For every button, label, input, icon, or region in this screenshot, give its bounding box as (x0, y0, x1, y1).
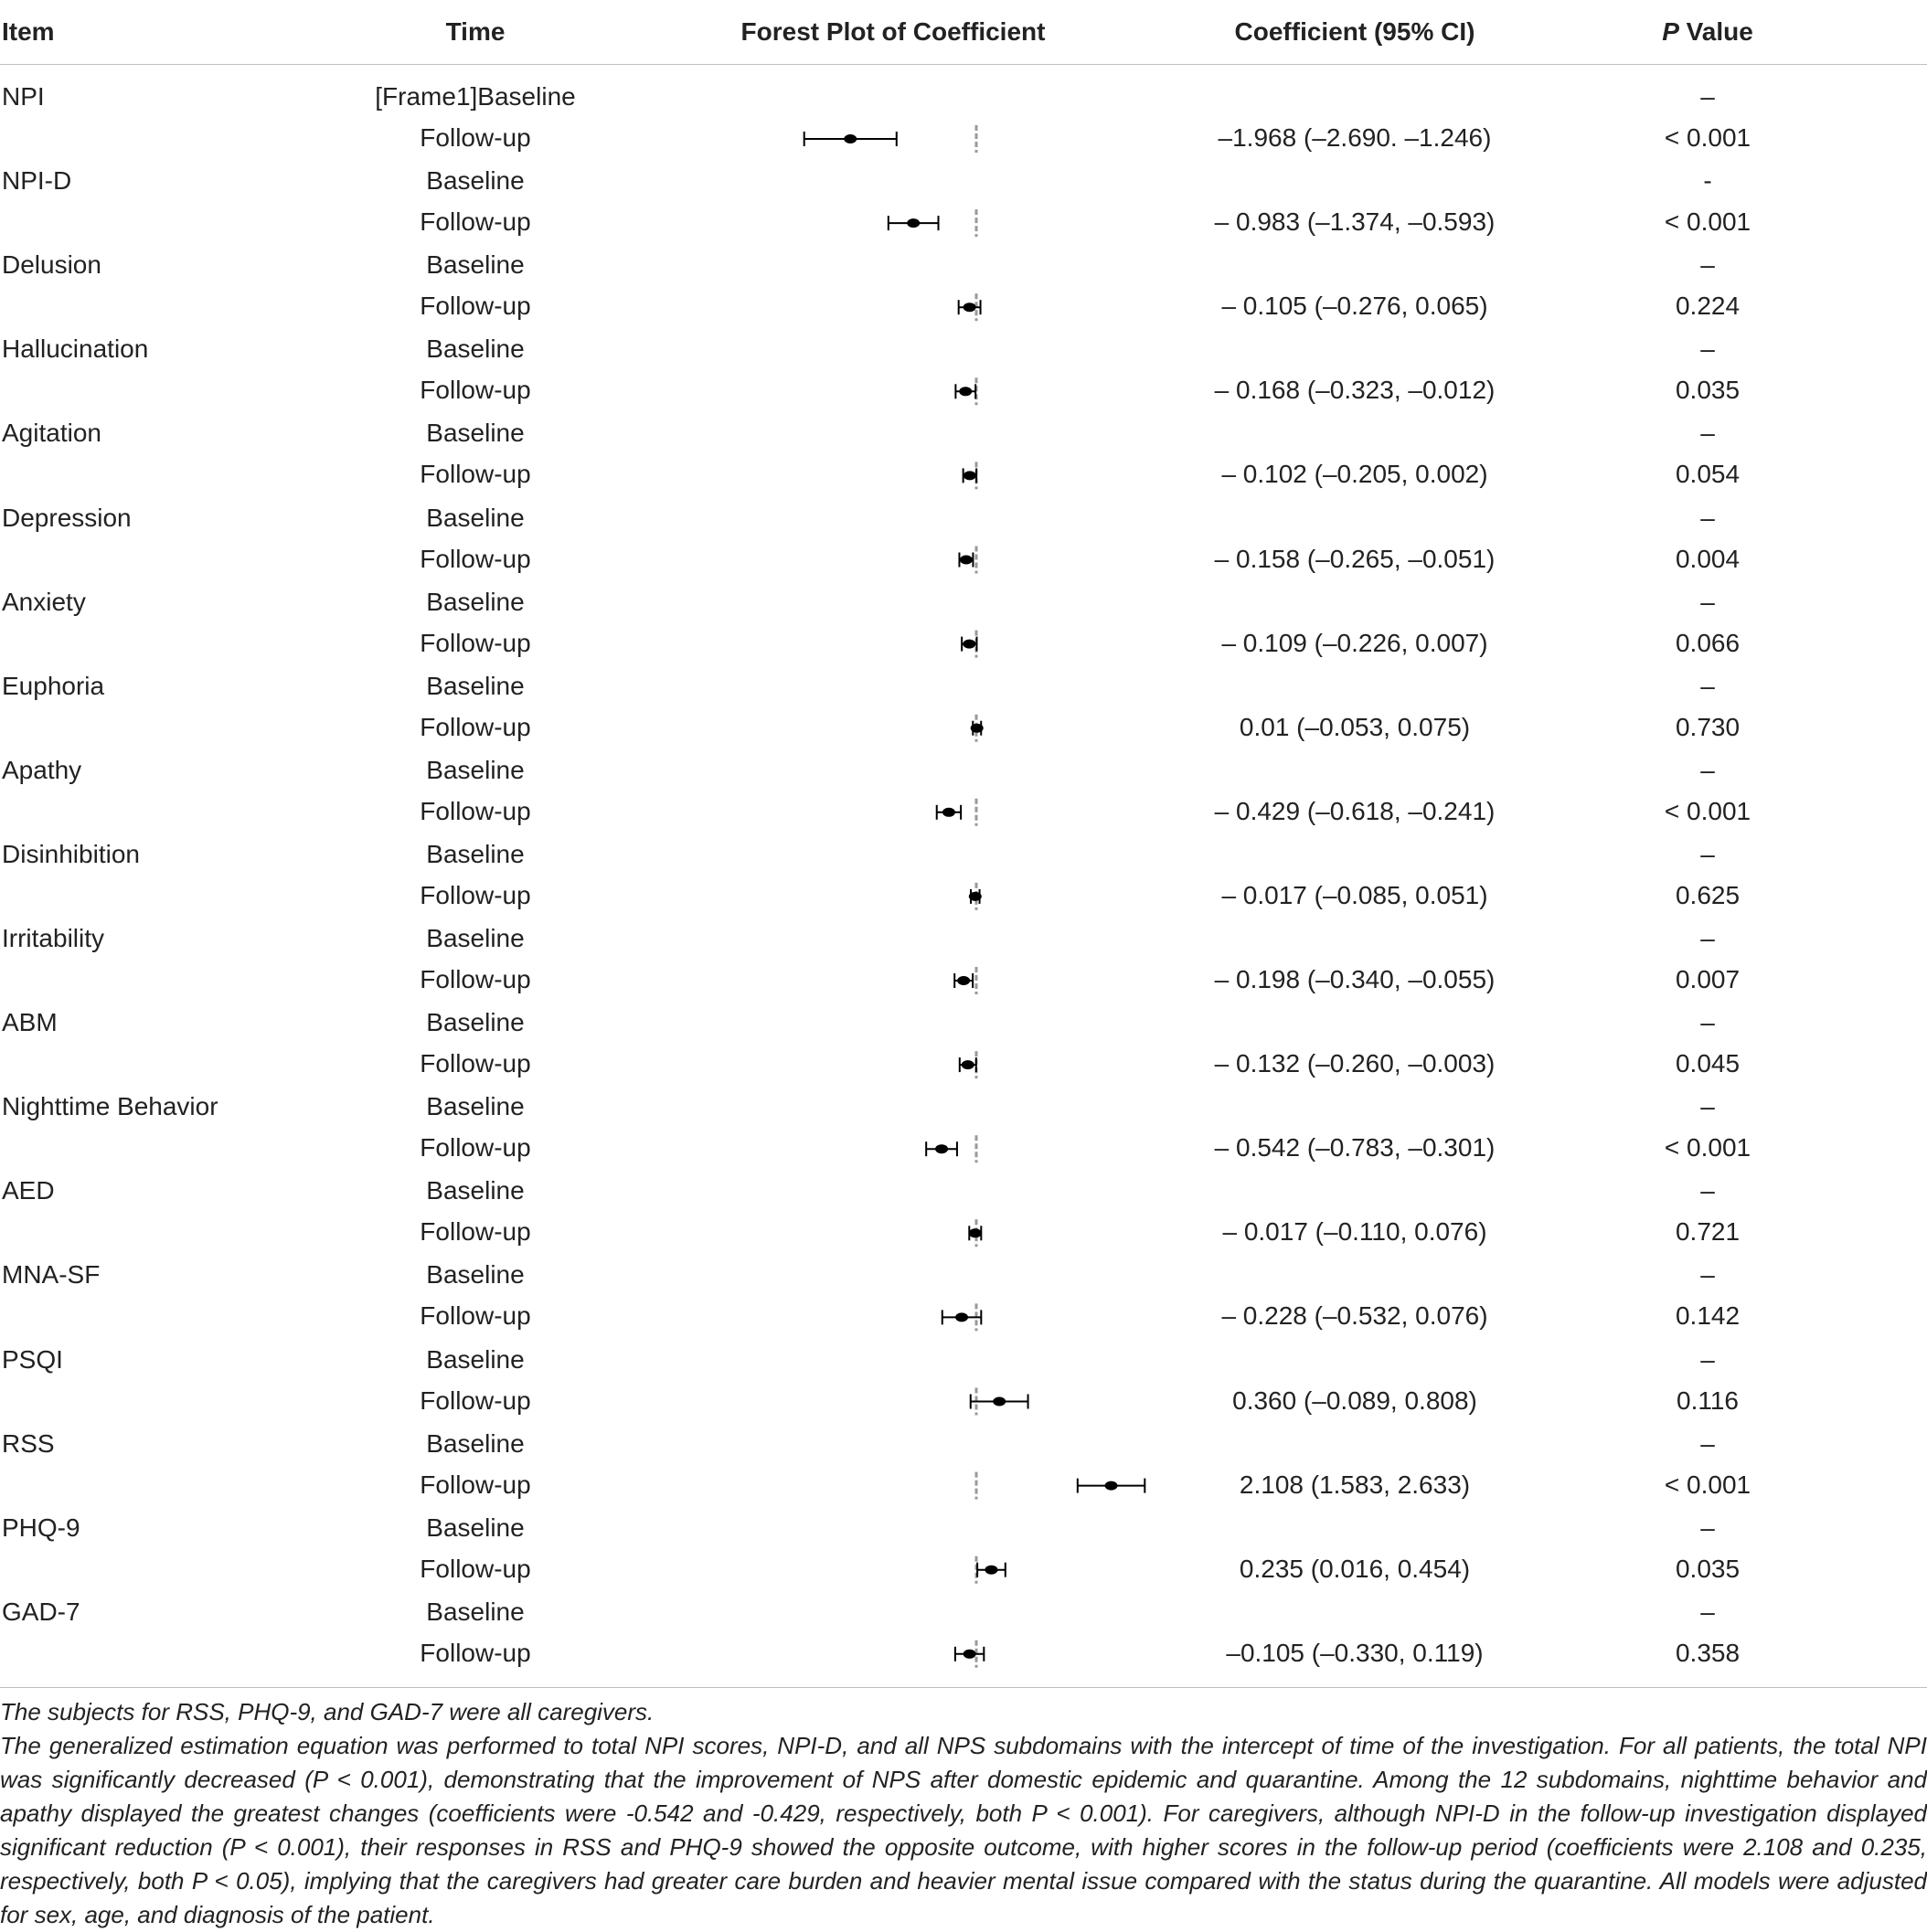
row-baseline-p: – (1700, 1597, 1715, 1626)
row-coefficient: – 0.429 (–0.618, –0.241) (1214, 796, 1496, 825)
header-coefficient: Coefficient (95% CI) (1234, 17, 1475, 46)
row-coefficient: – 0.102 (–0.205, 0.002) (1221, 460, 1488, 489)
row-item-label: ABM (2, 1008, 58, 1037)
row-baseline-p: – (1700, 1344, 1715, 1374)
footer-rule (0, 1687, 1927, 1688)
row-baseline-p: – (1700, 1092, 1715, 1121)
row-followup-label: Follow-up (420, 1470, 531, 1499)
row-baseline-p: – (1700, 587, 1715, 616)
row-item-label: NPI (2, 82, 45, 111)
row-p-value: < 0.001 (1664, 123, 1751, 152)
row-baseline-p: – (1700, 1428, 1715, 1458)
row-p-value: 0.007 (1675, 965, 1741, 993)
row-baseline-label: Baseline (426, 1008, 525, 1037)
header-rule (0, 64, 1927, 65)
row-p-value: 0.035 (1675, 376, 1741, 405)
row-followup-label: Follow-up (420, 1217, 531, 1247)
estimate-point (969, 892, 982, 901)
header-item: Item (2, 17, 55, 46)
row-item-label: PHQ-9 (2, 1513, 80, 1542)
row-baseline-p: – (1700, 924, 1715, 952)
row-coefficient: – 0.983 (–1.374, –0.593) (1214, 207, 1496, 237)
row-baseline-p: – (1700, 1008, 1715, 1037)
row-item-label: Apathy (2, 755, 82, 784)
row-coefficient: – 0.109 (–0.226, 0.007) (1221, 628, 1488, 657)
estimate-point (844, 134, 857, 143)
row-coefficient: –1.968 (–2.690. –1.246) (1218, 123, 1492, 152)
row-p-value: < 0.001 (1664, 1133, 1751, 1162)
estimate-point (942, 808, 955, 817)
row-baseline-p: – (1700, 250, 1715, 280)
row-baseline-p: – (1700, 1176, 1715, 1205)
row-followup-label: Follow-up (420, 376, 531, 405)
row-item-label: Nighttime Behavior (2, 1092, 218, 1121)
row-coefficient: – 0.542 (–0.783, –0.301) (1214, 1133, 1496, 1162)
row-followup-label: Follow-up (420, 796, 531, 825)
header-p-value (1662, 14, 1753, 50)
row-item-label: NPI-D (2, 166, 72, 196)
row-baseline-p: – (1700, 82, 1715, 111)
row-coefficient: – 0.017 (–0.085, 0.051) (1221, 880, 1488, 909)
row-coefficient: – 0.105 (–0.276, 0.065) (1221, 292, 1488, 321)
row-baseline-label: Baseline (426, 503, 525, 532)
row-followup-label: Follow-up (420, 712, 531, 741)
row-p-value: 0.066 (1675, 628, 1741, 657)
row-baseline-label: Baseline (426, 587, 525, 616)
table-header (0, 0, 1927, 64)
row-followup-label: Follow-up (420, 1301, 531, 1331)
row-coefficient: – 0.158 (–0.265, –0.051) (1214, 544, 1496, 573)
row-item-label: AED (2, 1176, 55, 1205)
row-coefficient: 0.235 (0.016, 0.454) (1239, 1554, 1471, 1583)
row-coefficient: – 0.228 (–0.532, 0.076) (1221, 1301, 1488, 1331)
row-baseline-label: Baseline (426, 419, 525, 448)
row-p-value: 0.142 (1675, 1301, 1741, 1331)
row-item-label: Delusion (2, 250, 101, 280)
row-baseline-p: – (1700, 755, 1715, 784)
row-followup-label: Follow-up (420, 544, 531, 573)
row-baseline-label: Baseline (426, 1344, 525, 1374)
row-baseline-label: Baseline (426, 755, 525, 784)
row-p-value: 0.045 (1675, 1049, 1741, 1078)
row-p-value: 0.224 (1675, 292, 1741, 321)
row-baseline-p: – (1700, 419, 1715, 448)
estimate-point (971, 724, 984, 733)
row-baseline-p: – (1700, 839, 1715, 868)
row-followup-label: Follow-up (420, 123, 531, 152)
row-p-value: 0.730 (1675, 712, 1741, 741)
estimate-point (935, 1144, 948, 1153)
row-item-label: MNA-SF (2, 1260, 101, 1290)
estimate-point (907, 218, 920, 228)
row-followup-label: Follow-up (420, 1554, 531, 1583)
row-p-value: 0.035 (1675, 1554, 1741, 1583)
row-item-label: Euphoria (2, 671, 105, 700)
estimate-point (960, 556, 973, 565)
row-followup-label: Follow-up (420, 460, 531, 489)
row-coefficient: 0.360 (–0.089, 0.808) (1232, 1385, 1477, 1415)
row-coefficient: –0.105 (–0.330, 0.119) (1226, 1638, 1484, 1667)
row-baseline-label: Baseline (426, 1260, 525, 1290)
row-followup-label: Follow-up (420, 1133, 531, 1162)
row-baseline-label: Baseline (426, 250, 525, 280)
row-item-label: Anxiety (2, 587, 86, 616)
row-item-label: PSQI (2, 1344, 63, 1374)
header-p-italic: P (1662, 17, 1679, 46)
row-baseline-label: Baseline (426, 924, 525, 952)
row-baseline-label: Baseline (426, 671, 525, 700)
estimate-point (955, 1312, 968, 1322)
row-followup-label: Follow-up (420, 880, 531, 909)
header-time: Time (445, 17, 506, 46)
estimate-point (993, 1397, 1006, 1407)
row-p-value: 0.358 (1675, 1638, 1741, 1667)
row-coefficient: – 0.198 (–0.340, –0.055) (1214, 965, 1496, 993)
row-baseline-p: – (1700, 1513, 1715, 1542)
row-baseline-label: Baseline (426, 839, 525, 868)
row-coefficient: – 0.017 (–0.110, 0.076) (1222, 1217, 1487, 1247)
estimate-point (964, 471, 976, 480)
row-coefficient: 2.108 (1.583, 2.633) (1239, 1470, 1471, 1499)
row-item-label: Irritability (2, 924, 105, 952)
row-baseline-p: – (1700, 1260, 1715, 1290)
row-followup-label: Follow-up (420, 628, 531, 657)
row-baseline-p: – (1700, 334, 1715, 364)
row-item-label: Disinhibition (2, 839, 140, 868)
estimate-point (1105, 1481, 1118, 1491)
row-baseline-label: Baseline (426, 1176, 525, 1205)
row-p-value: < 0.001 (1664, 1470, 1751, 1499)
row-p-value: 0.004 (1675, 544, 1741, 573)
row-followup-label: Follow-up (420, 1049, 531, 1078)
row-p-value: < 0.001 (1664, 207, 1751, 237)
row-p-value: 0.054 (1675, 460, 1741, 489)
row-baseline-p: – (1700, 671, 1715, 700)
row-baseline-label: Baseline (426, 1428, 525, 1458)
row-followup-label: Follow-up (420, 207, 531, 237)
row-p-value: < 0.001 (1664, 796, 1751, 825)
row-coefficient: – 0.132 (–0.260, –0.003) (1214, 1049, 1496, 1078)
estimate-point (964, 303, 976, 312)
row-p-value: 0.116 (1677, 1385, 1739, 1415)
row-followup-label: Follow-up (420, 292, 531, 321)
row-baseline-label: Baseline (426, 1597, 525, 1626)
footnote-subjects: The subjects for RSS, PHQ-9, and GAD-7 were all caregivers. (0, 1698, 655, 1725)
row-baseline-p: - (1703, 166, 1712, 196)
estimate-point (963, 640, 975, 649)
estimate-point (964, 1650, 976, 1659)
row-item-label: Hallucination (2, 334, 149, 364)
estimate-point (957, 976, 970, 985)
row-item-label: Agitation (2, 419, 101, 448)
footnote-methods: The generalized estimation equation was performed to total NPI scores, NPI-D, and all NPS subdomains with the intercept of time of the investigation. For all patients, the total NPI was significantly decreased (P < 0.001), demonstrating that the improvement of NPS after domestic epidemic and quarantine. Among the 12 subdomains, nighttime behavior and apathy displayed the greatest changes (coefficients were -0.542 and -0.429, respectively, both P < 0.001). For caregivers, although NPI-D in the follow-up investigation displayed significant reduction (P < 0.001), their responses in RSS and PHQ-9 showed the opposite outcome, with higher scores in the follow-up period (coefficients were 2.108 and 0.235, respectively, both P < 0.05), implying that the caregivers had greater care burden and heavier mental issue compared with the status during the quarantine. All models were adjusted for sex, age, and diagnosis of the patient. (0, 1732, 1927, 1928)
estimate-point (962, 1060, 974, 1069)
row-baseline-label: Baseline (426, 166, 525, 196)
row-p-value: 0.721 (1675, 1217, 1741, 1247)
header-forest-plot: Forest Plot of Coefficient (740, 17, 1046, 46)
row-baseline-label: [Frame1]Baseline (375, 82, 576, 111)
row-item-label: GAD-7 (2, 1597, 80, 1626)
estimate-point (959, 387, 972, 396)
estimate-point (969, 1228, 982, 1237)
row-p-value: 0.625 (1675, 880, 1741, 909)
header-p-rest: Value (1678, 17, 1753, 46)
row-item-label: RSS (2, 1428, 55, 1458)
row-baseline-label: Baseline (426, 1513, 525, 1542)
row-baseline-p: – (1700, 503, 1715, 532)
row-baseline-label: Baseline (426, 1092, 525, 1121)
row-followup-label: Follow-up (420, 965, 531, 993)
row-coefficient: 0.01 (–0.053, 0.075) (1239, 712, 1471, 741)
row-coefficient: – 0.168 (–0.323, –0.012) (1214, 376, 1496, 405)
row-item-label: Depression (2, 503, 132, 532)
row-followup-label: Follow-up (420, 1385, 531, 1415)
estimate-point (985, 1566, 997, 1575)
row-followup-label: Follow-up (420, 1638, 531, 1667)
row-baseline-label: Baseline (426, 334, 525, 364)
